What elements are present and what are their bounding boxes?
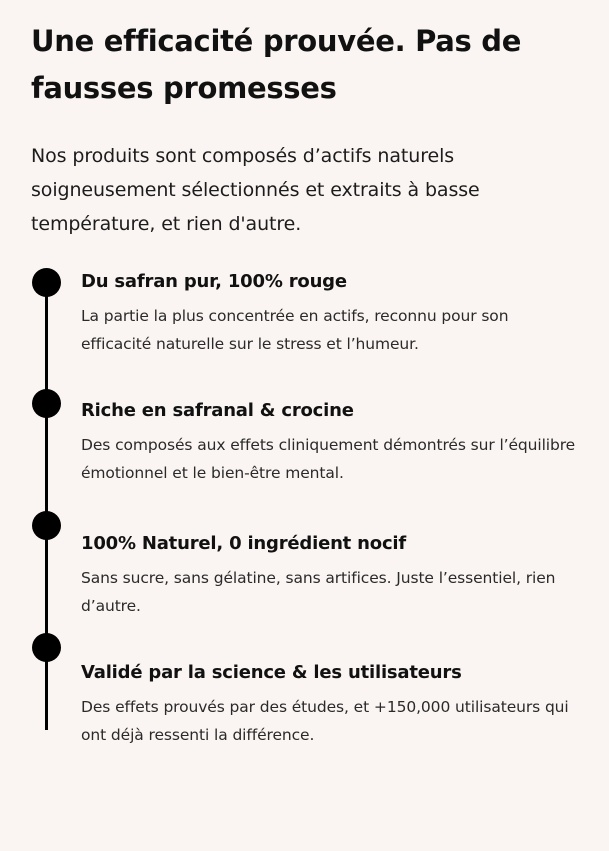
section-title: Une efficacité prouvée. Pas de fausses promesses	[31, 24, 522, 105]
timeline-dot	[32, 511, 61, 540]
timeline-line	[45, 283, 48, 730]
timeline-dot	[32, 389, 61, 418]
timeline-item-text: Sans sucre, sans gélatine, sans artifices. Juste l’essentiel, rien d’autre.	[81, 569, 556, 615]
timeline-item-title: Du safran pur, 100% rouge	[81, 271, 347, 292]
timeline-item-text: La partie la plus concentrée en actifs, reconnu pour son efficacité naturelle sur le stress et l’humeur.	[81, 307, 509, 353]
section-intro: Nos produits sont composés d’actifs naturels soigneusement sélectionnés et extraits à basse température, et rien d'autre.	[31, 145, 480, 235]
timeline-item-title: 100% Naturel, 0 ingrédient nocif	[81, 533, 407, 554]
timeline-item-text: Des composés aux effets cliniquement démontrés sur l’équilibre émotionnel et le bien-être mental.	[81, 436, 576, 482]
timeline-item-title: Validé par la science & les utilisateurs	[81, 662, 462, 683]
timeline-item-text: Des effets prouvés par des études, et +150,000 utilisateurs qui ont déjà ressenti la différence.	[81, 698, 569, 744]
timeline-item	[81, 531, 581, 620]
timeline-item-title: Riche en safranal & crocine	[81, 400, 354, 421]
timeline-dot	[32, 268, 61, 297]
timeline-item	[81, 660, 581, 749]
timeline-item	[81, 269, 581, 358]
timeline-item	[81, 398, 581, 487]
timeline-dot	[32, 633, 61, 662]
